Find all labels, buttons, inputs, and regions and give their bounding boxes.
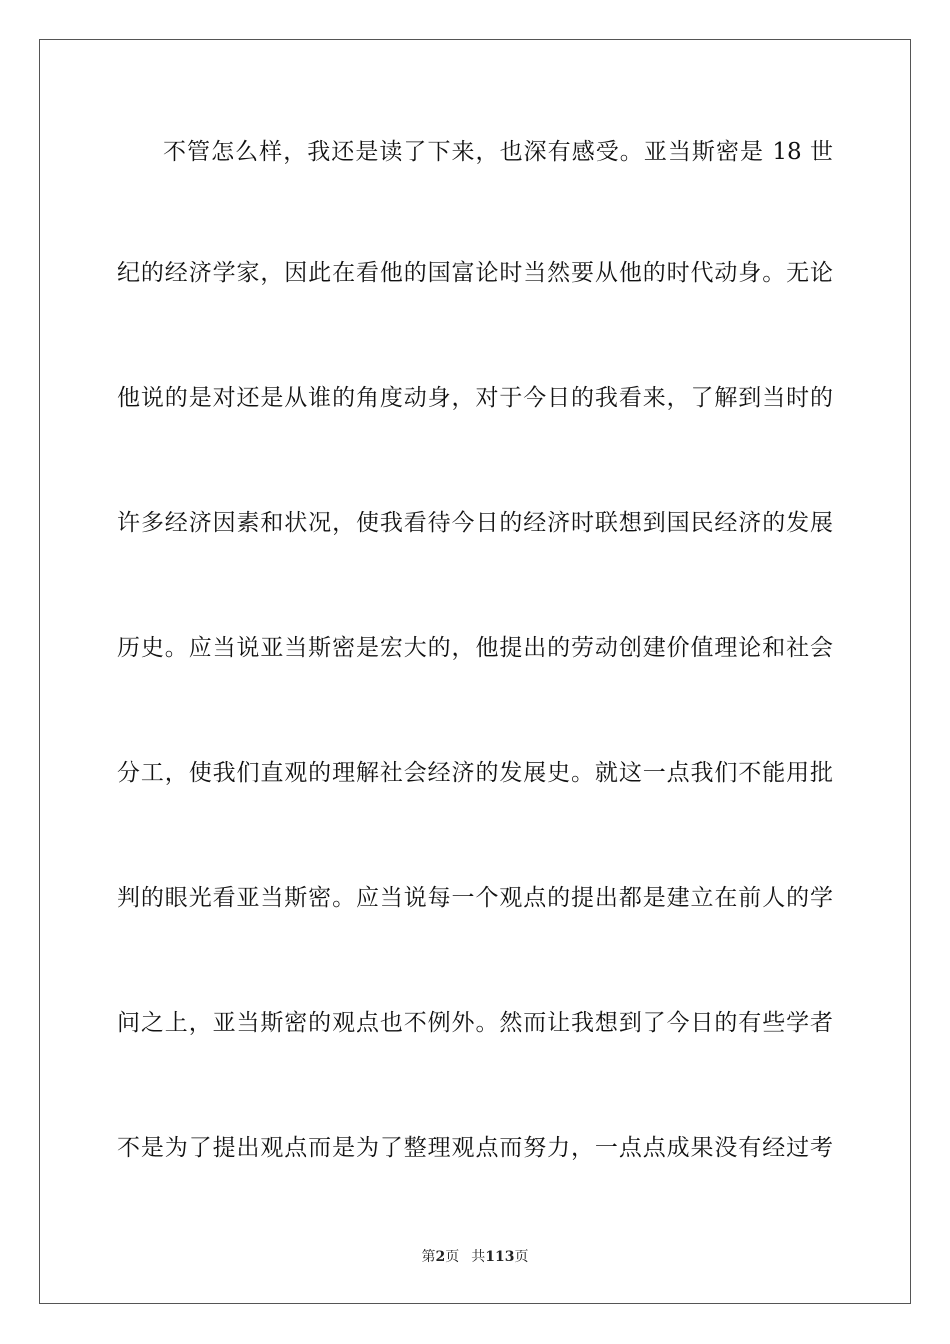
- page-border: [39, 39, 911, 1304]
- total-prefix: 共: [471, 1249, 486, 1265]
- text-line: 不是为了提出观点而是为了整理观点而努力，一点点成果没有经过考: [117, 1135, 833, 1161]
- page-unit: 页: [445, 1249, 460, 1265]
- page-current: 2: [435, 1249, 446, 1265]
- text-line: 分工，使我们直观的理解社会经济的发展史。就这一点我们不能用批: [117, 760, 833, 786]
- page-total: 113: [485, 1249, 515, 1265]
- text-line: 许多经济因素和状况，使我看待今日的经济时联想到国民经济的发展: [117, 510, 833, 536]
- text-line: 判的眼光看亚当斯密。应当说每一个观点的提出都是建立在前人的学: [117, 885, 833, 911]
- text-line: 历史。应当说亚当斯密是宏大的，他提出的劳动创建价值理论和社会: [117, 635, 833, 661]
- text-line: 纪的经济学家，因此在看他的国富论时当然要从他的时代动身。无论: [117, 260, 833, 286]
- page-footer: [0, 1248, 950, 1266]
- text-line: 不管怎么样，我还是读了下来，也深有感受。亚当斯密是 18 世: [163, 139, 833, 165]
- text-line: 他说的是对还是从谁的角度动身，对于今日的我看来，了解到当时的: [117, 385, 833, 411]
- text-line: 问之上，亚当斯密的观点也不例外。然而让我想到了今日的有些学者: [117, 1010, 833, 1036]
- page-prefix: 第: [421, 1249, 436, 1265]
- total-unit: 页: [514, 1249, 529, 1265]
